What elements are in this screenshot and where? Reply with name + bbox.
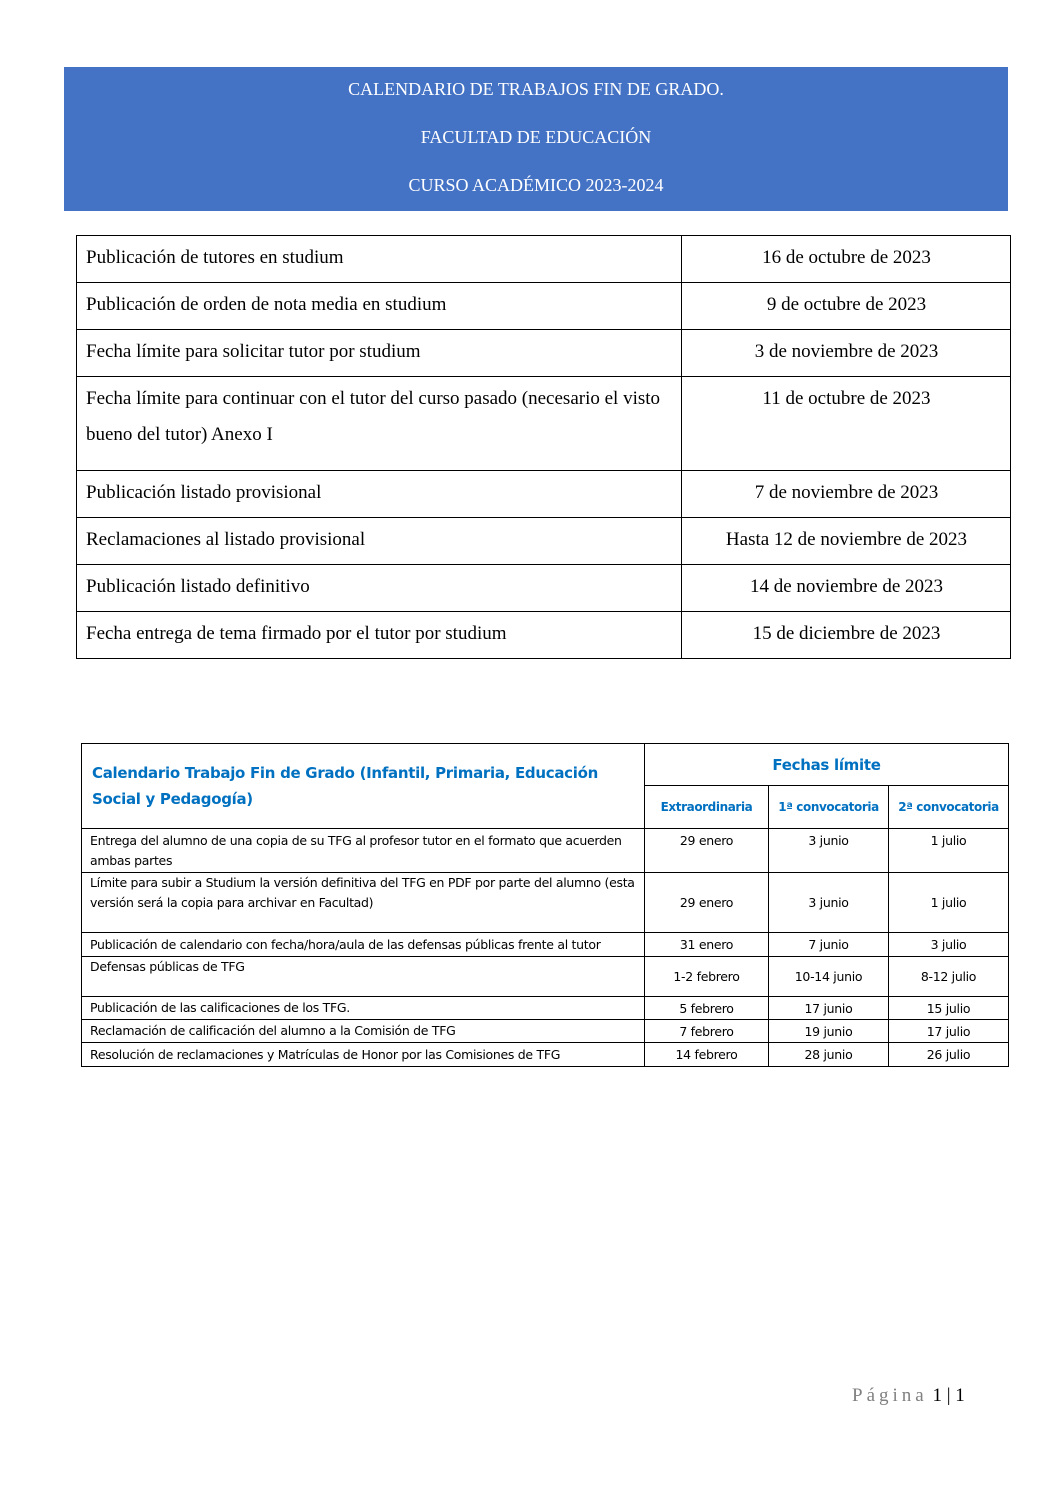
schedule-item: Reclamaciones al listado provisional [77, 518, 682, 565]
schedule-date: 15 de diciembre de 2023 [682, 612, 1011, 659]
date-extraordinaria: 14 febrero [645, 1043, 769, 1067]
table-row [82, 957, 1009, 997]
date-2a-convocatoria: 1 julio [889, 873, 1009, 933]
date-extraordinaria: 1-2 febrero [645, 957, 769, 997]
page-number: 1 [932, 1385, 942, 1406]
date-2a-convocatoria: 15 julio [889, 997, 1009, 1020]
page-footer [852, 1385, 965, 1407]
table-row [77, 236, 1011, 283]
date-extraordinaria: 7 febrero [645, 1020, 769, 1043]
table-row [77, 471, 1011, 518]
header-title: CALENDARIO DE TRABAJOS FIN DE GRADO. [348, 79, 724, 99]
schedule-date: 3 de noviembre de 2023 [682, 330, 1011, 377]
date-1a-convocatoria: 7 junio [769, 933, 889, 957]
header-faculty: FACULTAD DE EDUCACIÓN [420, 127, 652, 147]
table-row [82, 829, 1009, 873]
date-2a-convocatoria: 26 julio [889, 1043, 1009, 1067]
column-header-1a-convocatoria: 1ª convocatoria [769, 786, 889, 829]
date-1a-convocatoria: 19 junio [769, 1020, 889, 1043]
table-row [77, 565, 1011, 612]
date-1a-convocatoria: 28 junio [769, 1043, 889, 1067]
schedule-date: 7 de noviembre de 2023 [682, 471, 1011, 518]
row-description: Entrega del alumno de una copia de su TFG al profesor tutor en el formato que acuerden ambas partes [82, 829, 645, 873]
date-2a-convocatoria: 1 julio [889, 829, 1009, 873]
schedule-item: Publicación listado provisional [77, 471, 682, 518]
date-2a-convocatoria: 3 julio [889, 933, 1009, 957]
schedule-date: 11 de octubre de 2023 [682, 377, 1011, 471]
header-banner [64, 67, 1008, 211]
date-1a-convocatoria: 17 junio [769, 997, 889, 1020]
table-row [82, 997, 1009, 1020]
schedule-item: Publicación de tutores en studium [77, 236, 682, 283]
schedule-date: 14 de noviembre de 2023 [682, 565, 1011, 612]
date-1a-convocatoria: 3 junio [769, 873, 889, 933]
deadlines-header: Fechas límite [645, 744, 1009, 786]
row-description: Resolución de reclamaciones y Matrículas de Honor por las Comisiones de TFG [82, 1043, 645, 1067]
row-description: Publicación de las calificaciones de los TFG. [82, 997, 645, 1020]
page-separator: | [941, 1385, 956, 1406]
schedule-item: Fecha entrega de tema firmado por el tutor por studium [77, 612, 682, 659]
header-course: CURSO ACADÉMICO 2023-2024 [408, 175, 664, 195]
schedule-item: Publicación de orden de nota media en studium [77, 283, 682, 330]
schedule-item: Fecha límite para continuar con el tutor del curso pasado (necesario el visto bueno del tutor) Anexo I [77, 377, 682, 471]
column-header-extraordinaria: Extraordinaria [645, 786, 769, 829]
calendar-table [81, 743, 1009, 1067]
table-row [77, 612, 1011, 659]
schedule-table [76, 235, 1011, 659]
table-row [82, 1020, 1009, 1043]
row-description: Reclamación de calificación del alumno a la Comisión de TFG [82, 1020, 645, 1043]
table-row [82, 1043, 1009, 1067]
schedule-item: Fecha límite para solicitar tutor por studium [77, 330, 682, 377]
column-header-2a-convocatoria: 2ª convocatoria [889, 786, 1009, 829]
schedule-date: 9 de octubre de 2023 [682, 283, 1011, 330]
page-total: 1 [955, 1385, 965, 1406]
row-description: Límite para subir a Studium la versión definitiva del TFG en PDF por parte del alumno (esta versión será la copia para archivar en Facultad) [82, 873, 645, 933]
schedule-date: Hasta 12 de noviembre de 2023 [682, 518, 1011, 565]
date-1a-convocatoria: 3 junio [769, 829, 889, 873]
table-row [77, 330, 1011, 377]
date-2a-convocatoria: 17 julio [889, 1020, 1009, 1043]
date-2a-convocatoria: 8-12 julio [889, 957, 1009, 997]
date-extraordinaria: 5 febrero [645, 997, 769, 1020]
row-description: Publicación de calendario con fecha/hora/aula de las defensas públicas frente al tutor [82, 933, 645, 957]
row-description: Defensas públicas de TFG [82, 957, 645, 997]
calendar-title: Calendario Trabajo Fin de Grado (Infantil, Primaria, Educación Social y Pedagogía) [82, 744, 645, 829]
date-extraordinaria: 29 enero [645, 873, 769, 933]
table-row [77, 518, 1011, 565]
table-row [77, 283, 1011, 330]
schedule-item: Publicación listado definitivo [77, 565, 682, 612]
table-row [82, 873, 1009, 933]
table-row [82, 933, 1009, 957]
schedule-date: 16 de octubre de 2023 [682, 236, 1011, 283]
date-1a-convocatoria: 10-14 junio [769, 957, 889, 997]
date-extraordinaria: 31 enero [645, 933, 769, 957]
table-row [77, 377, 1011, 471]
date-extraordinaria: 29 enero [645, 829, 769, 873]
page-label: Página [852, 1385, 928, 1406]
